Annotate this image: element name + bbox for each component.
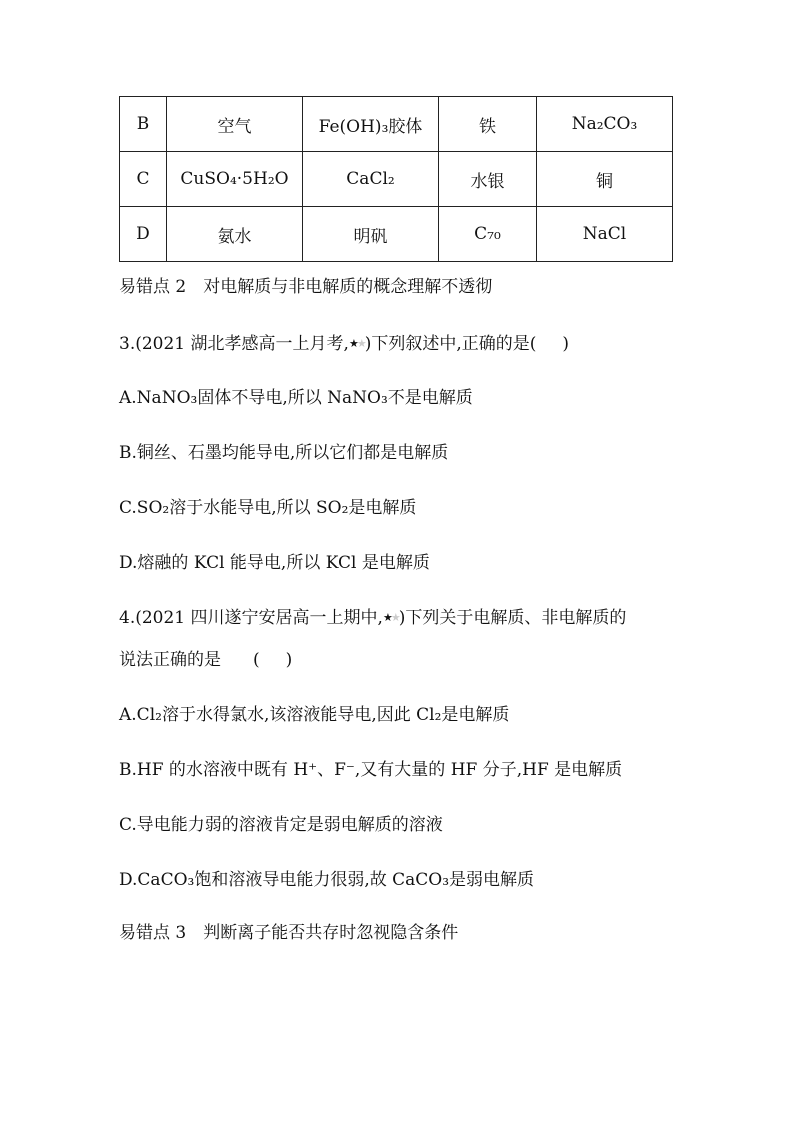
question-3-paren-close: ) [562, 334, 569, 354]
question-4-option-a: A.Cl₂溶于水得氯水,该溶液能导电,因此 Cl₂是电解质 [119, 705, 510, 725]
question-3-option-a: A.NaNO₃固体不导电,所以 NaNO₃不是电解质 [119, 388, 473, 408]
table-cell: 明矾 [303, 207, 439, 262]
question-3-text: )下列叙述中,正确的是( [364, 334, 537, 354]
question-4-option-d: D.CaCO₃饱和溶液导电能力很弱,故 CaCO₃是弱电解质 [119, 870, 535, 890]
row-label: C [120, 152, 167, 207]
table-cell: Fe(OH)₃胶体 [303, 97, 439, 152]
table-row [120, 152, 673, 207]
section-heading-3: 易错点 3 判断离子能否共存时忽视隐含条件 [119, 923, 459, 943]
row-label: B [120, 97, 167, 152]
table-row [120, 207, 673, 262]
question-4-text: )下列关于电解质、非电解质的 [398, 608, 627, 628]
question-4-paren-close: ) [285, 650, 293, 670]
table-cell: 铜 [537, 152, 673, 207]
question-4-text-2: 说法正确的是 [119, 650, 221, 670]
question-4-stem [119, 603, 626, 628]
section-heading-2: 易错点 2 对电解质与非电解质的概念理解不透彻 [119, 277, 493, 297]
table-cell: 水银 [439, 152, 537, 207]
table-row [120, 97, 673, 152]
question-4-option-b: B.HF 的水溶液中既有 H⁺、F⁻,又有大量的 HF 分子,HF 是电解质 [119, 760, 623, 780]
question-3-stem [119, 329, 569, 354]
table-cell: NaCl [537, 207, 673, 262]
row-label: D [120, 207, 167, 262]
question-3-option-d: D.熔融的 KCl 能导电,所以 KCl 是电解质 [119, 553, 430, 573]
table-cell: CaCl₂ [303, 152, 439, 207]
question-3-option-c: C.SO₂溶于水能导电,所以 SO₂是电解质 [119, 498, 417, 518]
question-4-option-c: C.导电能力弱的溶液肯定是弱电解质的溶液 [119, 815, 443, 835]
question-3-option-b: B.铜丝、石墨均能导电,所以它们都是电解质 [119, 443, 449, 463]
table-cell: 空气 [167, 97, 303, 152]
question-3-source: 3.(2021 湖北孝感高一上月考, [119, 334, 349, 354]
table-cell: Na₂CO₃ [537, 97, 673, 152]
two-star-difficulty-icon: ★★ [382, 611, 399, 624]
question-4-source: 4.(2021 四川遂宁安居高一上期中, [119, 608, 383, 628]
two-star-difficulty-icon: ★★ [348, 337, 365, 350]
table-cell: 氨水 [167, 207, 303, 262]
classification-table [119, 96, 673, 262]
table-cell: CuSO₄·5H₂O [167, 152, 303, 207]
table-cell: C₇₀ [439, 207, 537, 262]
table-cell: 铁 [439, 97, 537, 152]
question-4-paren-open: ( [253, 650, 260, 670]
question-4-stem-line2 [119, 645, 292, 670]
